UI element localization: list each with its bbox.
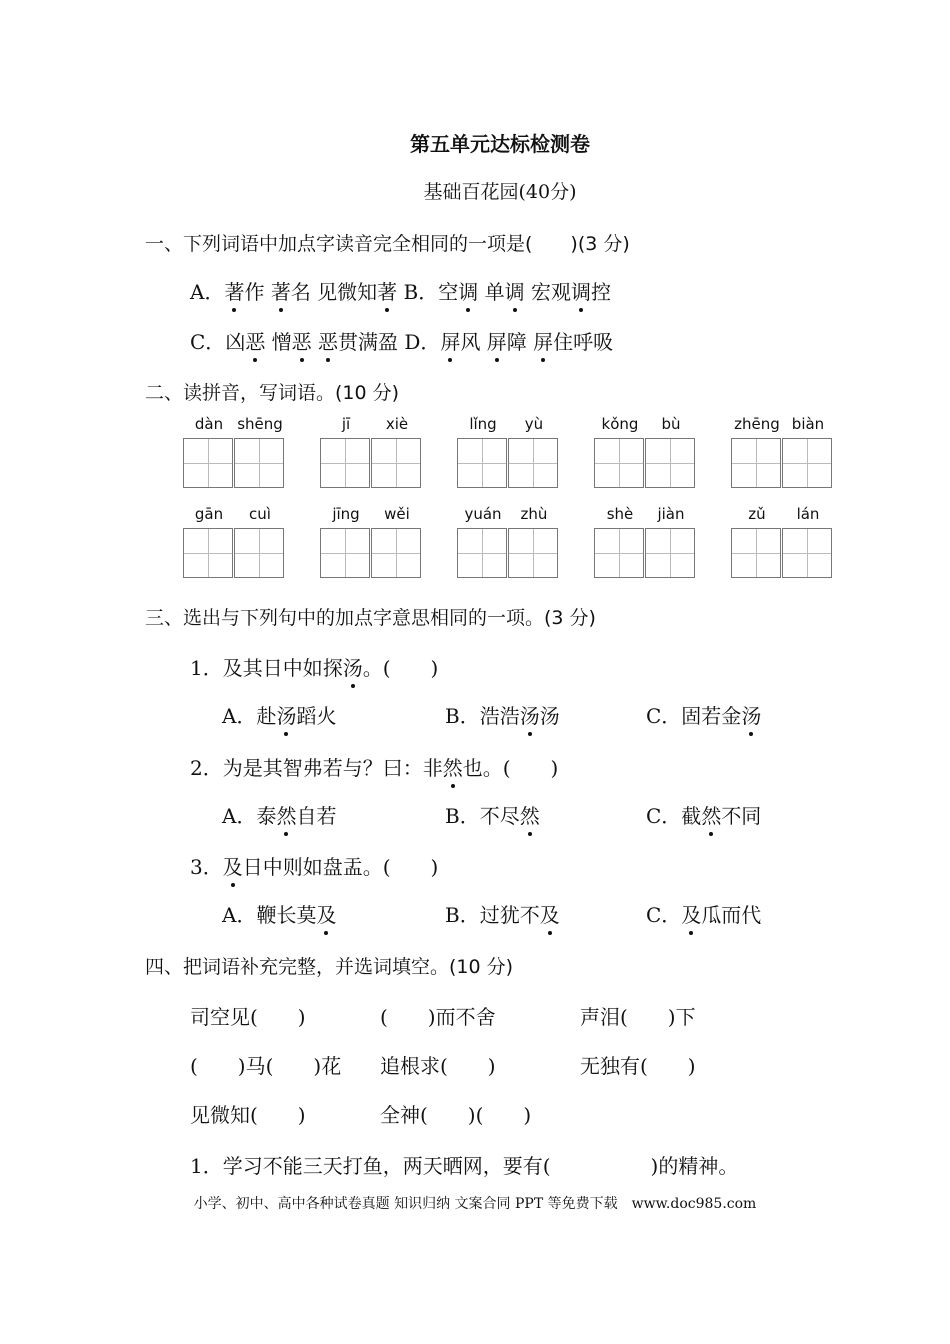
writing-box[interactable]	[371, 528, 421, 578]
pinyin-label: shēng	[237, 415, 283, 433]
q3-s2-option-b: B．不尽然	[445, 800, 540, 829]
q1-option-a: A．著作 著名 见微知著 B．空调 单调 宏观调控	[190, 276, 611, 305]
writing-box[interactable]	[320, 438, 370, 488]
q4-idiom: 见微知( )	[190, 1103, 306, 1127]
writing-box[interactable]	[371, 438, 421, 488]
pinyin-label: dàn	[194, 415, 224, 433]
pinyin-label: wěi	[384, 505, 410, 523]
q4-idiom: 声泪( )下	[580, 1005, 696, 1029]
writing-box[interactable]	[457, 438, 507, 488]
pinyin-label: jīng	[332, 505, 360, 523]
writing-box[interactable]	[508, 528, 558, 578]
q3-heading: 三、选出与下列句中的加点字意思相同的一项。(3 分)	[145, 607, 596, 629]
q4-idiom: 无独有( )	[580, 1054, 696, 1078]
writing-box[interactable]	[594, 528, 644, 578]
q2-heading: 二、读拼音，写词语。(10 分)	[145, 382, 400, 404]
pinyin-label: kǒng	[601, 415, 639, 433]
page-title: 第五单元达标检测卷	[410, 132, 590, 156]
pinyin-label: lǐng	[469, 415, 497, 433]
q1-heading: 一、下列词语中加点字读音完全相同的一项是( )(3 分)	[145, 233, 630, 255]
writing-box[interactable]	[645, 528, 695, 578]
writing-box[interactable]	[457, 528, 507, 578]
q3-s1-option-a: A．赴汤蹈火	[222, 700, 336, 729]
q3-s3-option-c: C．及瓜而代	[646, 899, 761, 928]
pinyin-label: xiè	[385, 415, 409, 433]
writing-box[interactable]	[234, 528, 284, 578]
pinyin-label: jī	[341, 415, 351, 433]
q3-s1-option-b: B．浩浩汤汤	[445, 700, 560, 729]
q4-idiom: ( )而不舍	[380, 1005, 496, 1029]
writing-box[interactable]	[183, 438, 233, 488]
q3-s2-option-c: C．截然不同	[646, 800, 761, 829]
pinyin-label: shè	[606, 505, 634, 523]
q3-sentence-1: 1．及其日中如探汤。( )	[190, 652, 438, 681]
q1-option-c: C．凶恶 憎恶 恶贯满盈 D．屏风 屏障 屏住呼吸	[190, 326, 613, 355]
q3-s1-option-c: C．固若金汤	[646, 700, 761, 729]
writing-box[interactable]	[594, 438, 644, 488]
pinyin-label: zhēng	[734, 415, 780, 433]
q3-s3-option-b: B．过犹不及	[445, 899, 560, 928]
pinyin-label: zǔ	[748, 505, 766, 523]
pinyin-label: bù	[661, 415, 681, 433]
page-footer: 小学、初中、高中各种试卷真题 知识归纳 文案合同 PPT 等免费下载 www.doc985.com	[193, 1196, 757, 1212]
pinyin-label: yù	[524, 415, 544, 433]
writing-box[interactable]	[645, 438, 695, 488]
pinyin-label: lán	[796, 505, 820, 523]
q4-idiom: 追根求( )	[380, 1054, 496, 1078]
pinyin-label: jiàn	[657, 505, 685, 523]
pinyin-label: cuì	[249, 505, 271, 523]
q3-s2-option-a: A．泰然自若	[222, 800, 336, 829]
pinyin-label: zhù	[520, 505, 548, 523]
pinyin-label: yuán	[464, 505, 502, 523]
writing-box[interactable]	[320, 528, 370, 578]
q4-heading: 四、把词语补充完整，并选词填空。(10 分)	[145, 956, 514, 978]
writing-box[interactable]	[508, 438, 558, 488]
writing-box[interactable]	[731, 528, 781, 578]
writing-box[interactable]	[731, 438, 781, 488]
writing-box[interactable]	[234, 438, 284, 488]
writing-box[interactable]	[183, 528, 233, 578]
section-subtitle: 基础百花园(40分)	[423, 181, 577, 203]
q4-idiom: ( )马( )花	[190, 1054, 342, 1078]
writing-box[interactable]	[782, 438, 832, 488]
pinyin-label: gān	[194, 505, 224, 523]
q3-sentence-3: 3．及日中则如盘盂。( )	[190, 851, 438, 880]
q4-sentence-1: 1．学习不能三天打鱼，两天晒网，要有( )的精神。	[190, 1154, 739, 1178]
writing-box[interactable]	[782, 528, 832, 578]
q3-sentence-2: 2．为是其智弗若与？曰：非然也。( )	[190, 752, 558, 781]
pinyin-label: biàn	[791, 415, 825, 433]
q3-s3-option-a: A．鞭长莫及	[222, 899, 336, 928]
q4-idiom: 司空见( )	[190, 1005, 306, 1029]
q4-idiom: 全神( )( )	[380, 1103, 532, 1127]
